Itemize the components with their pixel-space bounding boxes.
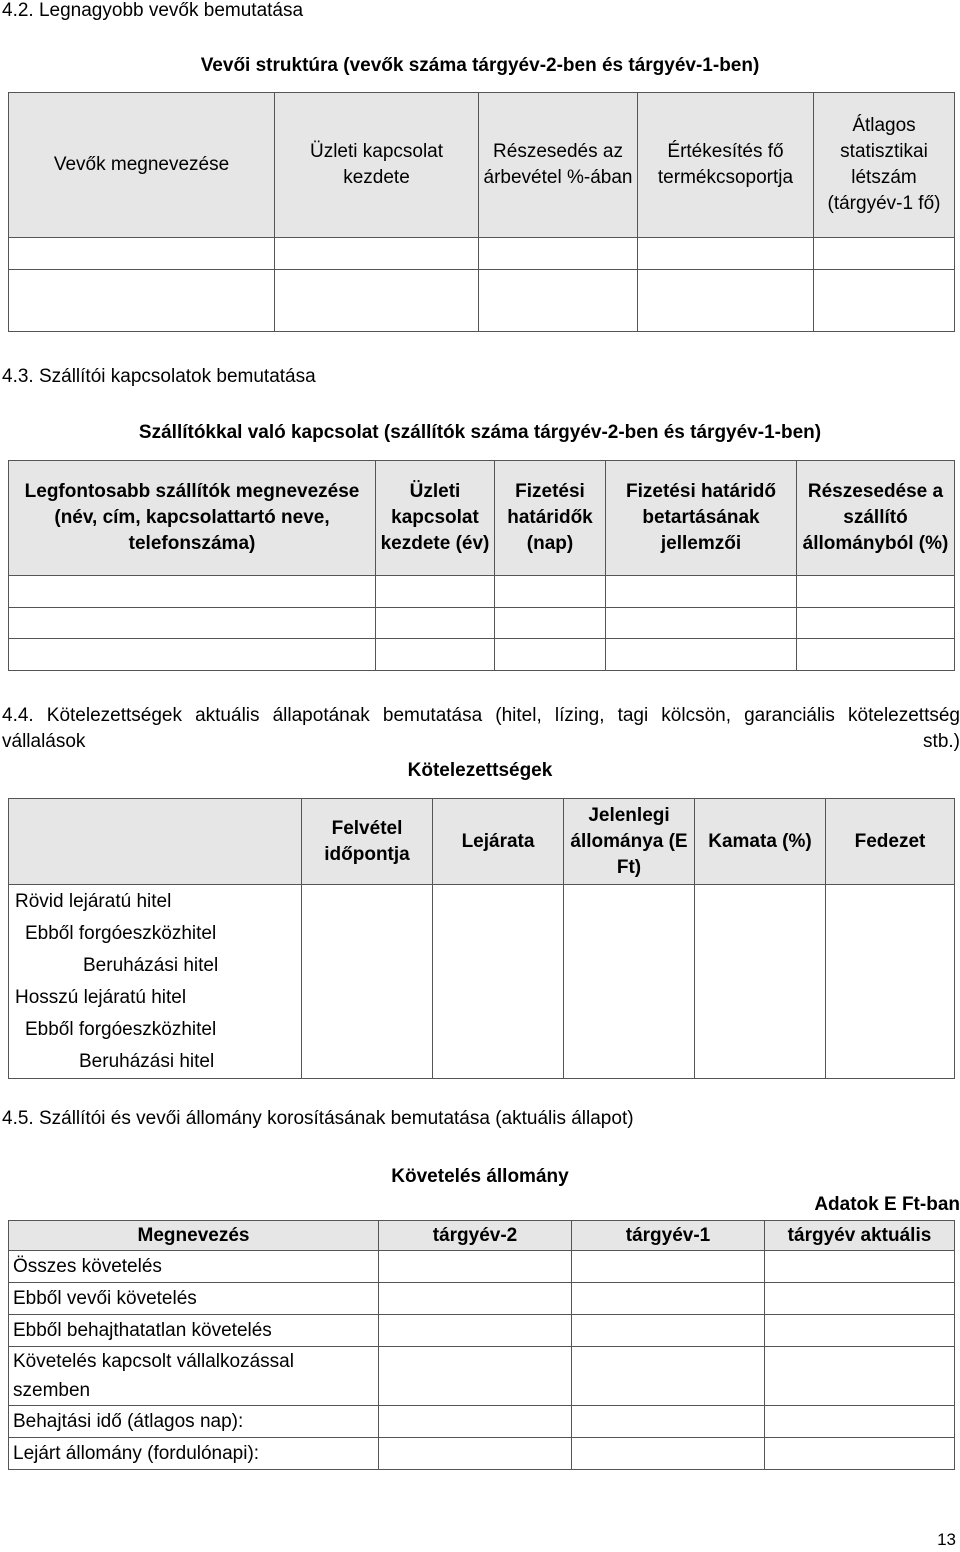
col-deadline-compliance: Fizetési határidő betartásának jellemzői	[606, 461, 797, 576]
col-drawdown-date: Felvétel időpontja	[302, 799, 433, 885]
row-label: Beruházási hitel	[79, 1051, 215, 1072]
col-relationship-start-year: Üzleti kapcsolat kezdete (év)	[376, 461, 495, 576]
row-label: Ebből behajthatatlan követelés	[9, 1315, 379, 1347]
table-cell	[379, 1283, 572, 1315]
supplier-table	[8, 460, 955, 671]
table-cell	[379, 1438, 572, 1470]
table-cell	[9, 608, 376, 639]
table-cell	[479, 270, 638, 332]
row-label: Ebből vevői követelés	[9, 1283, 379, 1315]
table-cell	[606, 576, 797, 608]
table-cell	[638, 270, 814, 332]
row-label: Beruházási hitel	[83, 955, 219, 976]
table-cell	[765, 1251, 955, 1283]
col-year-minus-2: tárgyév-2	[379, 1221, 572, 1251]
col-collateral: Fedezet	[826, 799, 955, 885]
table-cell	[302, 885, 433, 1079]
table-cell	[379, 1251, 572, 1283]
col-year-minus-1: tárgyév-1	[572, 1221, 765, 1251]
table-cell	[379, 1406, 572, 1438]
table-cell	[765, 1438, 955, 1470]
table-cell	[572, 1315, 765, 1347]
row-label: Hosszú lejáratú hitel	[15, 987, 187, 1008]
page-number: 13	[937, 1530, 956, 1549]
customer-table	[8, 92, 955, 332]
row-label: Ebből forgóeszközhitel	[25, 1019, 217, 1040]
table-cell	[495, 639, 606, 671]
table-cell	[376, 608, 495, 639]
col-interest: Kamata (%)	[695, 799, 826, 885]
table-cell	[9, 576, 376, 608]
table-cell	[572, 1406, 765, 1438]
table-cell	[695, 885, 826, 1079]
table-cell	[572, 1347, 765, 1406]
table-cell	[572, 1251, 765, 1283]
col-product-group: Értékesítés fő termékcsoportja	[638, 93, 814, 238]
table-cell	[826, 885, 955, 1079]
table-cell	[275, 270, 479, 332]
col-maturity: Lejárata	[433, 799, 564, 885]
table-cell	[379, 1347, 572, 1406]
section-4-4-heading	[2, 703, 960, 755]
table-cell	[797, 639, 955, 671]
receivables-table	[8, 1220, 955, 1470]
row-label: Követelés kapcsolt vállalkozással szemben	[9, 1347, 379, 1406]
col-supplier-name: Legfontosabb szállítók megnevezése (név, cím, kapcsolattartó neve, telefonszáma)	[9, 461, 376, 576]
table-cell	[797, 608, 955, 639]
table-cell	[638, 238, 814, 270]
supplier-relationship-title: Szállítókkal való kapcsolat (szállítók száma tárgyév-2-ben és tárgyév-1-ben)	[138, 422, 822, 443]
col-customer-name: Vevők megnevezése	[9, 93, 275, 238]
row-label: Összes követelés	[9, 1251, 379, 1283]
col-avg-headcount: Átlagos statisztikai létszám (tárgyév-1 fő)	[814, 93, 955, 238]
row-label: Ebből forgóeszközhitel	[25, 923, 217, 944]
table-cell	[765, 1283, 955, 1315]
unit-note: Adatok E Ft-ban	[814, 1194, 960, 1215]
section-4-5-heading: 4.5. Szállítói és vevői állomány korosításának bemutatása (aktuális állapot)	[2, 1108, 634, 1129]
table-cell	[606, 608, 797, 639]
row-label: Rövid lejáratú hitel	[15, 891, 172, 912]
table-cell	[379, 1315, 572, 1347]
table-cell	[797, 576, 955, 608]
table-cell	[765, 1347, 955, 1406]
liabilities-title: Kötelezettségek	[407, 760, 553, 781]
table-cell	[9, 270, 275, 332]
receivables-title: Követelés állomány	[391, 1166, 569, 1187]
table-cell	[9, 238, 275, 270]
table-cell	[564, 885, 695, 1079]
table-cell	[9, 639, 376, 671]
section-4-3-heading: 4.3. Szállítói kapcsolatok bemutatása	[2, 366, 316, 387]
table-cell	[433, 885, 564, 1079]
table-cell	[814, 238, 955, 270]
row-label: Lejárt állomány (fordulónapi):	[9, 1438, 379, 1470]
liabilities-table	[8, 798, 955, 1079]
col-name: Megnevezés	[9, 1221, 379, 1251]
liability-row-labels	[9, 885, 302, 1079]
col-current-balance: Jelenlegi állománya (E Ft)	[564, 799, 695, 885]
col-revenue-share: Részesedés az árbevétel %-ában	[479, 93, 638, 238]
col-current-year: tárgyév aktuális	[765, 1221, 955, 1251]
customer-structure-title: Vevői struktúra (vevők száma tárgyév-2-ben és tárgyév-1-ben)	[200, 55, 760, 76]
table-cell	[495, 608, 606, 639]
table-cell	[572, 1283, 765, 1315]
table-cell	[275, 238, 479, 270]
col-blank	[9, 799, 302, 885]
col-relationship-start: Üzleti kapcsolat kezdete	[275, 93, 479, 238]
table-cell	[479, 238, 638, 270]
table-cell	[495, 576, 606, 608]
table-cell	[765, 1406, 955, 1438]
table-cell	[765, 1315, 955, 1347]
table-cell	[606, 639, 797, 671]
table-cell	[572, 1438, 765, 1470]
row-label: Behajtási idő (átlagos nap):	[9, 1406, 379, 1438]
section-4-4-heading-text: 4.4. Kötelezettségek aktuális állapotának bemutatása (hitel, lízing, tagi kölcsön, garanciális kötelezettség vállalások stb.)	[2, 705, 960, 752]
col-supplier-share: Részesedése a szállító állományból (%)	[797, 461, 955, 576]
col-payment-deadline: Fizetési határidők (nap)	[495, 461, 606, 576]
table-cell	[376, 639, 495, 671]
section-4-2-heading: 4.2. Legnagyobb vevők bemutatása	[2, 0, 304, 21]
table-cell	[376, 576, 495, 608]
table-cell	[814, 270, 955, 332]
